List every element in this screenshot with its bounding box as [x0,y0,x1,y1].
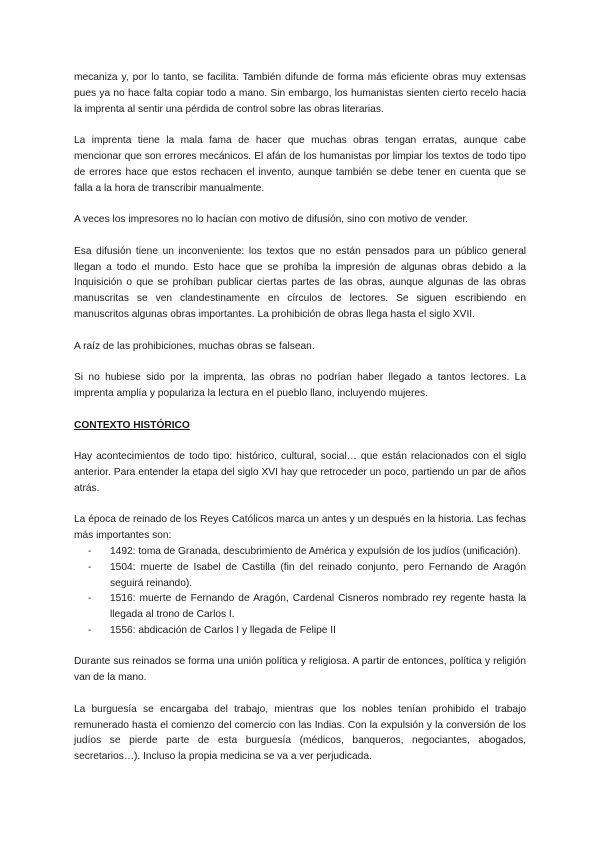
paragraph-intro-contexto: Hay acontecimientos de todo tipo: histórico, cultural, social… que están relacionados con el siglo anterior. Para entender la etapa del siglo XVI hay que retroceder un poco, partiendo un par de años atrás. [74,451,526,494]
list-item [74,544,526,560]
paragraph-inconveniente: Esa difusión tiene un inconveniente: los textos que no están pensados para un público general llegan a todo el mundo. Esto hace que se prohíba la impresión de algunas obras debido a la Inquisición o que se prohíban publicar ciertas partes de las obras, aunque algunas de las obras manuscritas se ven clandestinamente en círculos de lectores. Se siguen escribiendo en manuscritos algunas obras importantes. La prohibición de obras llega hasta el siglo XVII. [74,245,526,320]
list-dash: - [88,624,92,636]
list-dash: - [88,593,92,605]
paragraph-imprenta-difusion: mecaniza y, por lo tanto, se facilita. También difunde de forma más eficiente obras muy extensas pues ya no hace falta copiar todo a mano. Sin embargo, los humanistas sienten cierto recelo hacia la imprenta al sentir una pérdida de control sobre las obras literarias. [74,72,526,115]
list-dash: - [88,545,92,557]
paragraph-burguesia: La burguesía se encargaba del trabajo, mientras que los nobles tenían prohibido el trabajo remunerado hasta el comienzo del comercio con las Indias. Con la expulsión y la conversión de los judíos se pierde parte de esta burguesía (médicos, banqueros, negociantes, abogados, secretarios…). Incluso la propia medicina se va a ver perjudicada. [74,703,526,763]
list-item [74,623,526,639]
event-text: 1504: muerte de Isabel de Castilla (fin del reinado conjunto, pero Fernando de Aragón seguirá reinando). [110,561,526,589]
paragraph-impresores: A veces los impresores no lo hacían con motivo de difusión, sino con motivo de vender. [74,214,469,226]
list-dash: - [88,561,92,573]
event-text: 1516: muerte de Fernando de Aragón, Cardenal Cisneros nombrado rey regente hasta la llegada al trono de Carlos I. [110,593,526,621]
paragraph-union-politica: Durante sus reinados se forma una unión política y religiosa. A partir de entonces, política y religión van de la mano. [74,656,526,684]
paragraph-reyes-catolicos: La época de reinado de los Reyes Católicos marca un antes y un después en la historia. Las fechas más importantes son: [74,514,526,542]
list-item [74,591,526,623]
paragraph-prohibiciones: A raíz de las prohibiciones, muchas obras se falsean. [74,340,315,352]
paragraph-erratas: La imprenta tiene la mala fama de hacer que muchas obras tengan erratas, aunque cabe mencionar que son errores mecánicos. El afán de los humanistas por limpiar los textos de todo tipo de errores hace que estos rechacen el invento, aunque también se debe tener en cuenta que se falla a la hora de transcribir manualmente. [74,135,526,194]
events-list [74,544,526,639]
section-heading: CONTEXTO HISTÓRICO [74,419,190,431]
paragraph-lectores: Si no hubiese sido por la imprenta, las obras no podrían haber llegado a tantos lectores. La imprenta amplía y populariza la lectura en el pueblo llano, incluyendo mujeres. [74,372,526,399]
list-item [74,560,526,592]
event-text: 1492: toma de Granada, descubrimiento de América y expulsión de los judíos (unificación). [110,545,521,557]
document-page [74,70,526,781]
event-text: 1556: abdicación de Carlos I y llegada de Felipe II [110,624,336,636]
